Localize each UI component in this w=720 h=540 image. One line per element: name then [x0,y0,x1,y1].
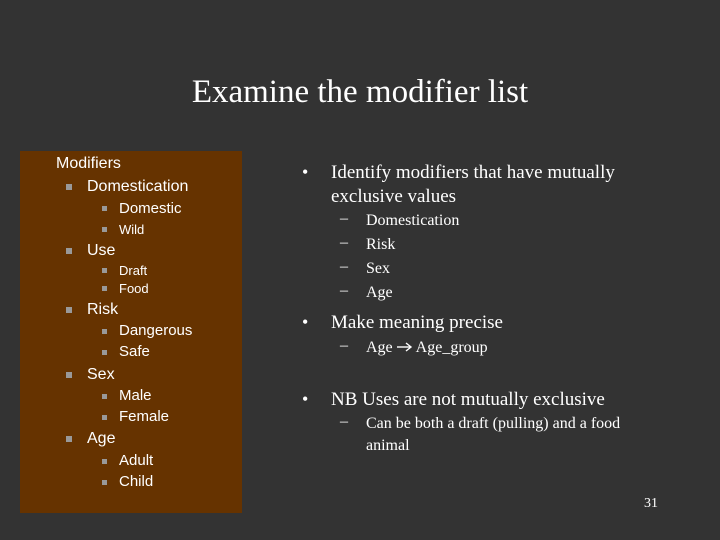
square-bullet-icon [102,415,107,420]
round-bullet-icon: • [302,312,309,332]
square-bullet-icon [102,394,107,399]
slide-title: Examine the modifier list [191,74,529,110]
square-bullet-icon [102,268,107,273]
dash-bullet-icon: – [340,258,348,275]
point-uses-not-exclusive: NB Uses are not mutually exclusive [331,389,605,410]
uses-note-line2: animal [366,437,410,454]
point-identify-line2: exclusive values [331,186,457,207]
square-bullet-icon [66,436,72,442]
round-bullet-icon: • [302,389,309,409]
age-mapping-to: Age_group [415,339,488,356]
value-female: Female [119,408,170,425]
square-bullet-icon [102,286,107,291]
square-bullet-icon [102,206,107,211]
uses-note-line1: Can be both a draft (pulling) and a food [366,415,621,432]
value-draft: Draft [119,263,148,278]
square-bullet-icon [66,372,72,378]
exclusive-item-risk: Risk [366,236,396,253]
value-food: Food [119,281,149,296]
square-bullet-icon [102,459,107,464]
value-domestic: Domestic [119,200,182,217]
dash-bullet-icon: – [340,282,348,299]
square-bullet-icon [102,480,107,485]
point-identify-line1: Identify modifiers that have mutually [331,162,615,183]
dash-bullet-icon: – [340,337,348,354]
square-bullet-icon [66,248,72,254]
exclusive-item-age: Age [366,284,393,301]
value-dangerous: Dangerous [119,322,193,339]
square-bullet-icon [102,350,107,355]
value-safe: Safe [119,343,150,360]
modifiers-heading: Modifiers [56,155,121,172]
arrow-right-icon [397,342,413,352]
exclusive-item-sex: Sex [366,260,390,277]
modifier-age: Age [87,430,116,447]
point-make-precise: Make meaning precise [331,312,503,333]
exclusive-item-domestication: Domestication [366,212,460,229]
value-wild: Wild [119,222,145,237]
square-bullet-icon [102,329,107,334]
modifier-domestication: Domestication [87,178,189,195]
value-adult: Adult [119,452,154,469]
square-bullet-icon [66,184,72,190]
square-bullet-icon [102,227,107,232]
dash-bullet-icon: – [340,210,348,227]
dash-bullet-icon: – [340,234,348,251]
value-male: Male [119,387,152,404]
square-bullet-icon [66,307,72,313]
page-number: 31 [644,496,658,511]
round-bullet-icon: • [302,162,309,182]
modifier-use: Use [87,242,116,259]
modifier-risk: Risk [87,301,119,318]
value-child: Child [119,473,154,490]
age-mapping [366,337,488,359]
age-mapping-from: Age [366,339,393,356]
modifier-sex: Sex [87,366,115,383]
dash-bullet-icon: – [340,413,348,430]
